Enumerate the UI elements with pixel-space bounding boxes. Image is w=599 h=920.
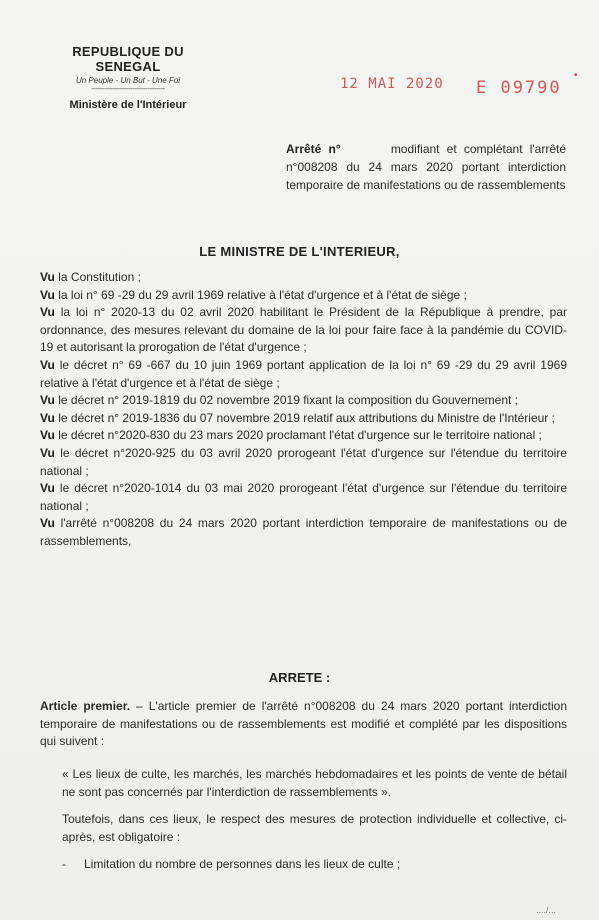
visa-item: [40, 480, 567, 515]
national-motto: Un Peuple - Un But - Une Foi: [75, 76, 181, 85]
visa-text: l'arrêté n°008208 du 24 mars 2020 portant interdiction temporaire de manifestations ou de rassemblements,: [40, 516, 567, 548]
ministry-name: Ministère de l'Intérieur: [69, 99, 187, 111]
article-text: – L'article premier de l'arrêté n°008208 du 24 mars 2020 portant interdiction temporaire de manifestations ou de rassemblements est modifié et complété par les dispositions qui suivent :: [40, 699, 567, 749]
arrete-heading: ARRETE :: [268, 670, 331, 685]
letterhead: [38, 44, 218, 111]
visa-item: [40, 287, 567, 305]
visa-text: le décret n°2020-830 du 23 mars 2020 proclamant l'état d'urgence sur le territoire national ;: [58, 428, 542, 443]
visa-item: [40, 445, 567, 480]
bullet-dash: -: [62, 857, 66, 871]
stamp-mark: •: [574, 70, 578, 81]
visa-word: Vu: [40, 270, 55, 284]
header-divider: ----------------------------------: [91, 84, 165, 93]
article-label: Article premier.: [40, 699, 131, 713]
visa-text: le décret n°2020-1014 du 03 mai 2020 prorogeant l'état d'urgence sur l'étendue du territoire national ;: [40, 481, 567, 513]
visa-text: le décret n° 2019-1819 du 02 novembre 2019 fixant la composition du Gouvernement ;: [58, 393, 518, 408]
visa-item: [40, 410, 567, 428]
toutefois-paragraph: Toutefois, dans ces lieux, le respect des mesures de protection individuelle et collective, ci-après, est obligatoire :: [62, 812, 567, 844]
visa-word: Vu: [40, 428, 55, 443]
visa-word: Vu: [40, 481, 55, 496]
visa-word: Vu: [40, 393, 55, 408]
continuation-mark: ..../...: [536, 905, 557, 915]
minister-title: LE MINISTRE DE L'INTERIEUR,: [199, 244, 400, 259]
visa-text: la loi n° 69 -29 du 29 avril 1969 relative à l'état d'urgence et à l'état de siège ;: [58, 287, 467, 302]
visa-item: [40, 269, 567, 287]
date-stamp: 12 MAI 2020: [340, 76, 444, 92]
article-premier: [40, 698, 567, 751]
visa-item: [40, 392, 567, 410]
measure-list-item: [62, 856, 567, 874]
visa-item: [40, 427, 567, 445]
visa-list: [40, 269, 567, 551]
visa-word: Vu: [40, 287, 55, 302]
decree-object-label: Arrêté n°: [286, 142, 341, 156]
visa-word: Vu: [40, 410, 55, 425]
quoted-provision: « Les lieux de culte, les marchés, les marchés hebdomadaires et les points de vente de bétail ne sont pas concernés par l'interdiction de rassemblements ».: [62, 767, 567, 799]
decree-object: [286, 140, 566, 194]
visa-text: le décret n°2020-925 du 03 avril 2020 prorogeant l'état d'urgence sur l'étendue du territoire national ;: [40, 445, 567, 478]
republic-name: REPUBLIQUE DU SENEGAL: [72, 44, 184, 74]
measure-text: Limitation du nombre de personnes dans les lieux de culte ;: [84, 857, 401, 871]
visa-text: le décret n° 69 -667 du 10 juin 1969 portant application de la loi n° 69 -29 du 29 avril 1969 relative à l'état d'urgence et à l'état de siège ;: [40, 357, 567, 390]
visa-item: [40, 515, 567, 550]
visa-item: [40, 357, 567, 392]
decree-object-text: modifiant et complétant l'arrêté n°008208 du 24 mars 2020 portant interdiction temporaire de manifestations ou de rassemblements: [286, 142, 567, 192]
visa-item: [40, 304, 567, 357]
visa-word: Vu: [40, 305, 55, 320]
visa-text: le décret n° 2019-1836 du 07 novembre 2019 relatif aux attributions du Ministre de l'Intérieur ;: [58, 410, 555, 425]
visa-word: Vu: [40, 445, 55, 460]
visa-text: la loi n° 2020-13 du 02 avril 2020 habilitant le Président de la République à prendre, par ordonnance, des mesures relevant du domaine de la loi pour faire face à la pandémie du COVID-19 et autorisant la prorogation de l'état d'urgence ;: [40, 305, 568, 355]
visa-word: Vu: [40, 357, 55, 372]
visa-text: la Constitution ;: [58, 270, 141, 284]
registration-number-stamp: E 09790: [476, 78, 562, 98]
visa-word: Vu: [40, 516, 55, 531]
